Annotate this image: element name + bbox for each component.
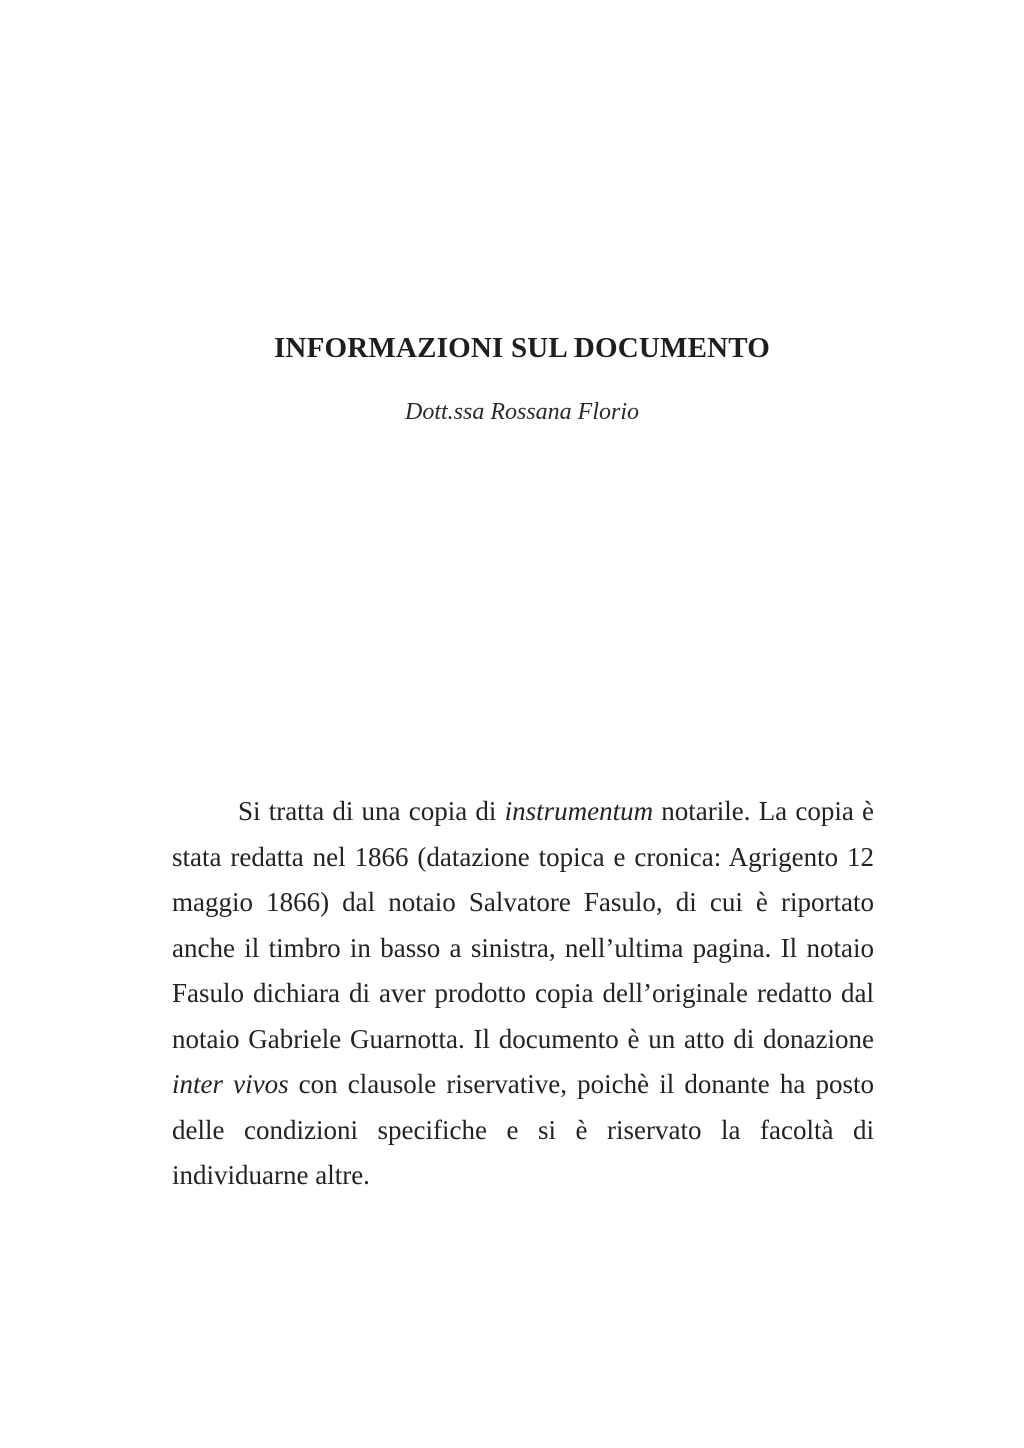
- italic-term-inter-vivos: inter vivos: [172, 1069, 289, 1099]
- page-title: INFORMAZIONI SUL DOCUMENTO: [273, 332, 771, 364]
- paragraph-text-1: Si tratta di una copia di: [238, 796, 505, 826]
- paragraph-text-2: notarile. La copia è stata redatta nel 1866 (datazione topica e cronica: Agrigento 12 maggio 1866) dal notaio Salvatore Fasulo, di cui è riportato anche il timbro in basso a sinistra, nell’ultima pagina. Il notaio Fasulo dichiara di aver prodotto copia dell’originale redatto dal notaio Gabriele Guarnotta. Il documento è un atto di donazione: [172, 796, 874, 1054]
- author-name: Dott.ssa Rossana Florio: [404, 399, 640, 425]
- italic-term-instrumentum: instrumentum: [504, 796, 654, 826]
- body-paragraph: [172, 789, 874, 1199]
- paragraph-text-3: con clausole riservative, poichè il donante ha posto delle condizioni specifiche e si è riservato la facoltà di individuarne altre.: [172, 1069, 874, 1190]
